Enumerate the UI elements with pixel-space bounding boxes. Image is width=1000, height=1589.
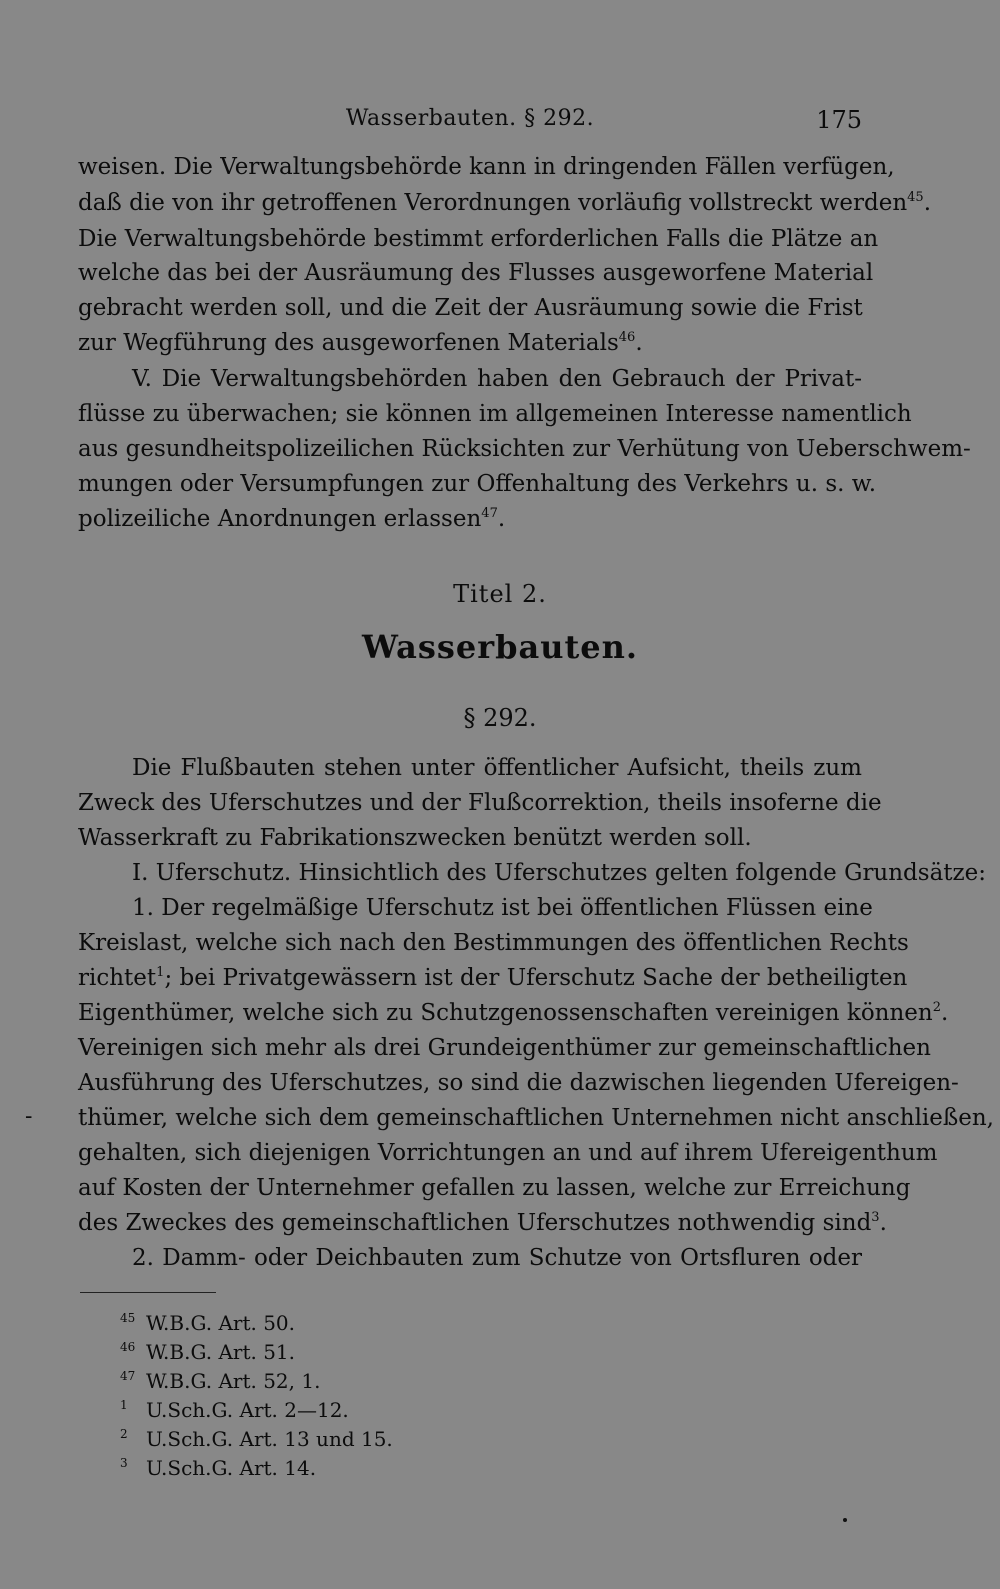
footnote-divider [80, 1292, 216, 1293]
footnote: 46 W.B.G. Art. 51. [120, 1340, 296, 1364]
footnote: 3 U.Sch.G. Art. 14. [120, 1456, 317, 1480]
page-number: 175 [816, 106, 862, 134]
footnote: 47 W.B.G. Art. 52, 1. [120, 1369, 321, 1393]
footnote-ref[interactable]: 45 [907, 190, 924, 205]
text-line: richtet$^1$; bei Privatgewässern ist der Uferschutz Sache der betheiligten [78, 965, 908, 991]
text-line: polizeiliche Anordnungen erlassen$^{47}$. [78, 506, 506, 532]
text-line: Vereinigen sich mehr als drei Grundeigenthümer zur gemeinschaftlichen [78, 1035, 931, 1061]
text-line: Kreislast, welche sich nach den Bestimmungen des öffentlichen Rechts [78, 930, 909, 956]
footnote-ref[interactable]: 47 [481, 506, 498, 521]
footnote-ref[interactable]: 46 [618, 330, 636, 345]
text-line: Zweck des Uferschutzes und der Flußcorrektion, theils insoferne die [78, 790, 882, 816]
text-line: welche das bei der Ausräumung des Flusses ausgeworfene Material [78, 260, 874, 286]
text-line: V. Die Verwaltungsbehörden haben den Gebrauch der Privat- [132, 366, 862, 392]
text-line: Eigenthümer, welche sich zu Schutzgenossenschaften vereinigen können$^2$. [78, 1000, 949, 1026]
ink-speck [843, 1518, 847, 1522]
text-line: aus gesundheitspolizeilichen Rücksichten zur Verhütung von Ueberschwem- [78, 436, 971, 462]
text-line: daß die von ihr getroffenen Verordnungen vorläufig vollstreckt werden$^{45}$. [78, 190, 932, 216]
text-line: Wasserkraft zu Fabrikationszwecken benützt werden soll. [78, 825, 752, 851]
footnote: 45 W.B.G. Art. 50. [120, 1311, 296, 1335]
section-heading: Wasserbauten. [361, 628, 639, 666]
running-title: Wasserbauten. § 292. [345, 106, 595, 131]
text-line: Die Flußbauten stehen unter öffentlicher Aufsicht, theils zum [132, 755, 862, 781]
footnote-ref[interactable]: 1 [156, 965, 165, 980]
text-line: 2. Damm- oder Deichbauten zum Schutze von Ortsfluren oder [132, 1245, 862, 1271]
footnote: 2 U.Sch.G. Art. 13 und 15. [120, 1427, 393, 1451]
text-line: mungen oder Versumpfungen zur Offenhaltung des Verkehrs u. s. w. [78, 471, 877, 497]
text-line: weisen. Die Verwaltungsbehörde kann in dringenden Fällen verfügen, [78, 154, 895, 180]
text-line: thümer, welche sich dem gemeinschaftlichen Unternehmen nicht anschließen, [78, 1105, 994, 1131]
text-line: gehalten, sich diejenigen Vorrichtungen an und auf ihrem Ufereigenthum [78, 1140, 938, 1166]
text-line: flüsse zu überwachen; sie können im allgemeinen Interesse namentlich [78, 401, 912, 427]
paragraph-sign: § 292. [463, 704, 537, 732]
text-line: 1. Der regelmäßige Uferschutz ist bei öffentlichen Flüssen eine [132, 895, 873, 921]
text-line: gebracht werden soll, und die Zeit der Ausräumung sowie die Frist [78, 295, 863, 321]
text-line: des Zweckes des gemeinschaftlichen Uferschutzes nothwendig sind$^3$. [78, 1210, 887, 1236]
title-number: Titel 2. [453, 580, 547, 608]
footnote-ref[interactable]: 3 [871, 1210, 880, 1225]
text-line: zur Wegführung des ausgeworfenen Materials$^{46}$. [78, 330, 643, 356]
text-line: auf Kosten der Unternehmer gefallen zu lassen, welche zur Erreichung [78, 1175, 911, 1201]
page-header [78, 100, 862, 140]
footnote: 1 U.Sch.G. Art. 2—12. [120, 1398, 349, 1422]
text-line: Die Verwaltungsbehörde bestimmt erforderlichen Falls die Plätze an [78, 226, 879, 252]
text-line: I. Uferschutz. Hinsichtlich des Uferschutzes gelten folgende Grundsätze: [132, 860, 987, 886]
footnote-ref[interactable]: 2 [932, 1000, 942, 1015]
text-line: Ausführung des Uferschutzes, so sind die dazwischen liegenden Ufereigen- [78, 1070, 959, 1096]
margin-mark: - [25, 1104, 33, 1129]
